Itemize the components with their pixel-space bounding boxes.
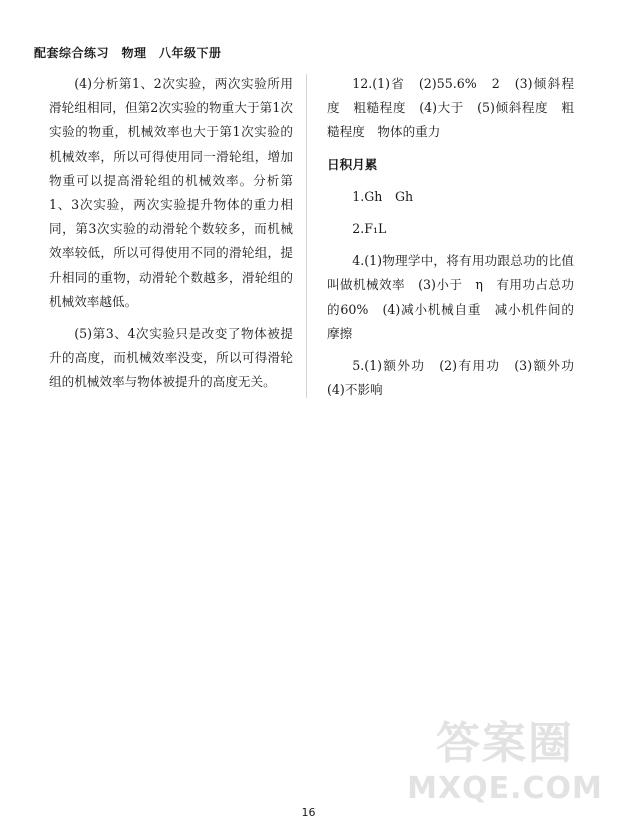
answer-item-5: 5.(1)额外功 (2)有用功 (3)额外功 (4)不影响 [327, 358, 587, 398]
watermark-logo [407, 717, 603, 815]
paragraph-analysis-5: (5)第3、4次实验只是改变了物体被提升的高度，而机械效率没变，所以可得滑轮组的机械效率与物体被提升的高度无关。 [49, 326, 293, 390]
column-divider [306, 74, 307, 398]
left-column [49, 72, 293, 403]
watermark-text: 答案圈 [436, 718, 574, 769]
answer-item-4: 4.(1)物理学中，将有用功跟总功的比值叫做机械效率 (3)小于 η 有用功占总功的60% (4)减小机械自重 减小机件间的摩擦 [327, 253, 574, 341]
right-column [327, 72, 587, 410]
answer-item-1: 1.Gh Gh [352, 188, 414, 204]
paragraph-analysis-4: (4)分析第1、2次实验，两次实验所用滑轮组相同，但第2次实验的物重大于第1次实验的物重，机械效率也大于第1次实验的机械效率，所以可得使用同一滑轮组，增加物重可以提高滑轮组的机械效率。分析第1、3次实验，两次实验提升物体的重力相同，第3次实验的动滑轮个数较多，而机械效率较低，所以可得使用不同的滑轮组，提升相同的重物，动滑轮个数越多，滑轮组的机械效率越低。 [49, 76, 293, 309]
page-header: 配套综合练习 物理 八年级下册 [34, 46, 222, 60]
watermark-url: MXQE.COM [407, 771, 603, 806]
answer-q12: 12.(1)省 (2)55.6% 2 (3)倾斜程度 粗糙程度 (4)大于 (5)倾斜程度 粗糙程度 物体的重力 [327, 76, 574, 140]
answer-item-2: 2.F₁L [352, 221, 387, 237]
section-title: 日积月累 [327, 156, 378, 172]
page-number: 16 [301, 806, 316, 819]
